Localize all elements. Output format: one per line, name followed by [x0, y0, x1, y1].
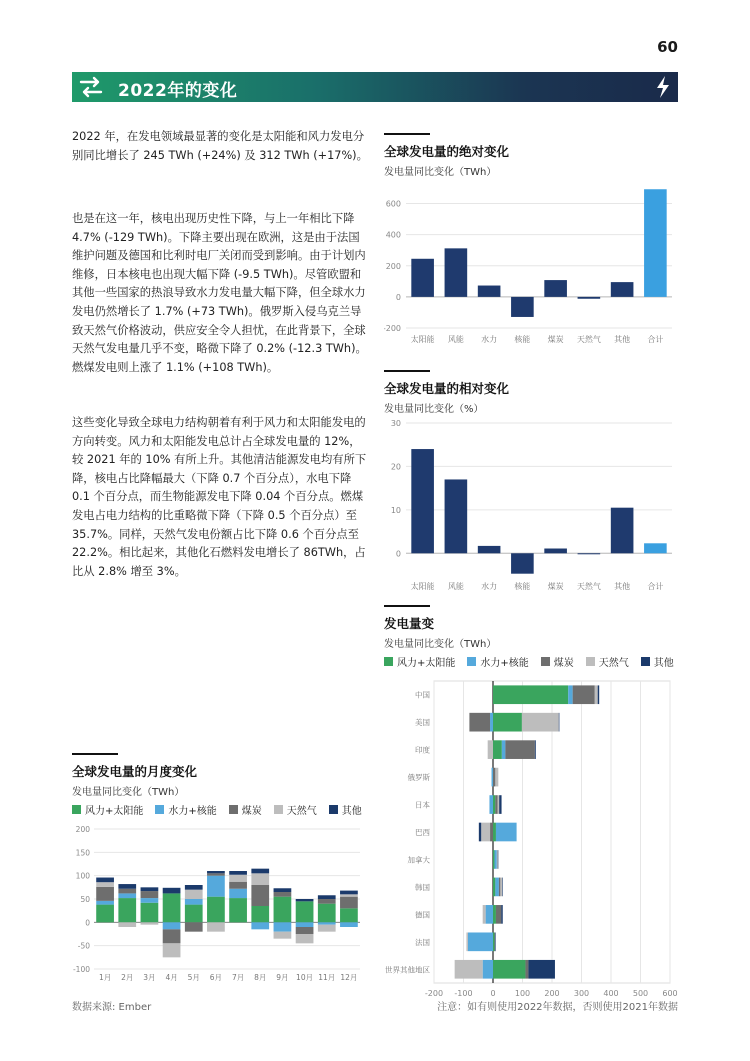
bar-segment [296, 934, 314, 943]
bar-segment [185, 922, 203, 931]
x-tick-label: 8月 [254, 973, 267, 982]
bar-合计 [644, 189, 667, 297]
legend-swatch [329, 805, 338, 814]
relative-change-plot [384, 415, 678, 595]
chart-subtitle: 发电量同比变化（TWh） [384, 167, 497, 178]
legend-swatch [467, 657, 476, 666]
bar-segment [340, 897, 358, 909]
page-number: 60 [657, 38, 678, 56]
x-tick-label: 300 [573, 989, 590, 998]
bar-segment [496, 905, 501, 924]
bar-segment [251, 906, 269, 922]
x-tick-label: 天然气 [576, 335, 601, 344]
bar-segment [296, 927, 314, 934]
x-tick-label: 水力 [481, 335, 498, 344]
bar-segment [296, 901, 314, 922]
x-tick-label: 煤炭 [547, 582, 564, 591]
chart-legend [72, 802, 368, 817]
y-tick-label: 400 [385, 230, 401, 240]
bar-segment [251, 873, 269, 885]
x-tick-label: 4月 [165, 973, 178, 982]
y-tick-label: 0 [395, 292, 401, 302]
bar-segment [493, 878, 495, 897]
chart-subtitle: 发电量同比变化（TWh） [72, 787, 185, 798]
bar-segment [494, 932, 495, 951]
bar-segment [573, 685, 595, 704]
chart-country-change [384, 605, 678, 1007]
bar-segment [274, 892, 292, 897]
x-tick-label: 500 [632, 989, 649, 998]
chart-rule [384, 133, 430, 135]
y-tick-label: 加拿大 [407, 855, 430, 865]
x-tick-label: 6月 [209, 973, 223, 982]
bar-segment [141, 903, 159, 923]
bar-segment [496, 823, 517, 842]
legend-item [467, 654, 528, 669]
y-tick-label: 印度 [415, 745, 430, 755]
bar-segment [229, 871, 247, 875]
y-tick-label: 日本 [415, 800, 430, 810]
bar-segment [488, 740, 493, 759]
legend-item [72, 802, 143, 817]
bar-segment [492, 768, 493, 787]
y-tick-label: 200 [385, 261, 401, 271]
paragraph-1: 2022 年，在发电领域最显著的变化是太阳能和风力发电分别同比增长了 245 TWh (+24%) 及 312 TWh (+17%)。 [72, 130, 368, 162]
y-tick-label: 美国 [415, 718, 430, 728]
bar-segment [318, 895, 336, 899]
legend-swatch [155, 805, 164, 814]
bar-segment [498, 850, 499, 869]
y-tick-label: 德国 [415, 910, 430, 920]
legend-item [586, 654, 629, 669]
bar-segment [502, 740, 506, 759]
x-tick-label: 9月 [276, 973, 289, 982]
bar-segment [493, 932, 494, 951]
bar-segment [486, 905, 493, 924]
bar-segment [118, 889, 136, 894]
section-banner [72, 72, 678, 102]
bar-segment [185, 899, 203, 905]
bar-segment [96, 901, 114, 905]
y-tick-label: 10 [390, 505, 401, 515]
bar-segment [499, 878, 500, 897]
bar-水力 [478, 546, 501, 553]
bar-segment [229, 875, 247, 882]
bar-水力 [478, 286, 501, 297]
bar-segment [96, 878, 114, 883]
chart-title: 发电量变 [384, 616, 435, 631]
bar-太阳能 [411, 449, 434, 553]
bar-segment [598, 685, 599, 704]
legend-label: 煤炭 [241, 806, 262, 817]
y-tick-label: 中国 [415, 690, 430, 700]
chart-absolute-change [384, 133, 678, 352]
bar-segment [493, 740, 502, 759]
bar-segment [493, 960, 525, 979]
bar-segment [493, 768, 495, 787]
y-tick-label: 俄罗斯 [407, 773, 430, 783]
x-tick-label: 11月 [318, 973, 336, 982]
x-tick-label: 核能 [514, 582, 531, 591]
bar-核能 [511, 553, 534, 573]
bar-segment [274, 888, 292, 892]
x-tick-label: 天然气 [576, 582, 601, 591]
y-tick-label: -50 [77, 941, 90, 951]
chart-monthly-change [72, 753, 368, 987]
country-change-plot [384, 677, 678, 1003]
y-tick-label: 0 [85, 918, 90, 928]
chart-legend [384, 654, 678, 669]
x-tick-label: 1月 [98, 973, 112, 982]
bar-segment [163, 943, 181, 957]
bar-segment [163, 922, 181, 929]
bar-segment [495, 795, 497, 814]
bar-segment [318, 925, 336, 932]
bar-segment [274, 922, 292, 931]
legend-label: 煤炭 [553, 658, 574, 669]
legend-label: 天然气 [286, 806, 317, 817]
bar-segment [141, 898, 159, 903]
y-tick-label: -100 [72, 965, 90, 974]
paragraph-2: 也是在这一年，核电出现历史性下降，与上一年相比下降 4.7% (-129 TWh)。下降主要出现在欧洲，这是由于法国维护问题及德国和比利时电厂关闭而受到影响。由于计划内维修，日本核电也出现大幅下降 (-9.5 TWh)。尽管欧盟和其他一些国家的热浪导致水力发电量大幅下降，但全球水力发电仍然增长了 1.7% (+73 TWh)。俄罗斯入侵乌克兰导致天然气价格波动，供应安全令人担忧，在此背景下，全球天然气发电量几乎不变，略微下降了 0.2% (-12.3 TWh)。燃煤发电则上涨了 1.1% (+108 TWh)。 [72, 212, 367, 374]
lightning-bolt-icon [654, 75, 672, 99]
bar-segment [296, 922, 314, 927]
paragraph-3: 这些变化导致全球电力结构朝着有利于风力和太阳能发电的方向转变。风力和太阳能发电总计占全球发电量的 12%，较 2021 年的 10% 有所上升。其他清洁能源发电均有所下降，核电占比降幅最大（下降 0.7 个百分点），水电下降 0.1 个百分点，而生物能源发电下降 0.04 个百分点。燃煤发电占电力结构的比重略微下降（下降 0.5 个百分点）至 35.7%。同样，天然气发电份额占比下降 0.6 个百分点至 22.2%。相比起来，其他化石燃料发电增长了 86TWh，占比从 2.8% 增至 3%。 [72, 416, 367, 578]
y-tick-label: 50 [80, 895, 90, 904]
bar-segment [274, 897, 292, 923]
bar-segment [229, 889, 247, 898]
y-tick-label: 韩国 [415, 882, 430, 892]
legend-label: 水力+核能 [480, 658, 529, 669]
bar-segment [468, 932, 493, 951]
bar-segment [118, 922, 136, 927]
bar-segment [318, 899, 336, 904]
bar-segment [559, 713, 560, 732]
bar-segment [118, 884, 136, 889]
x-tick-label: 合计 [647, 582, 664, 591]
legend-item [641, 654, 674, 669]
y-tick-label: 200 [75, 825, 90, 834]
y-tick-label: 0 [395, 549, 401, 559]
legend-item [155, 802, 216, 817]
bar-segment [340, 922, 358, 927]
legend-item [274, 802, 317, 817]
bar-segment [185, 885, 203, 890]
bar-煤炭 [544, 549, 567, 554]
absolute-change-plot [384, 178, 678, 348]
x-tick-label: 核能 [514, 335, 531, 344]
bar-segment [207, 873, 225, 875]
legend-item [384, 654, 455, 669]
bar-segment [490, 713, 493, 732]
bar-segment [595, 685, 598, 704]
bar-segment [251, 885, 269, 906]
bar-segment [501, 905, 502, 924]
x-tick-label: 12月 [340, 973, 358, 982]
bar-segment [481, 823, 490, 842]
x-tick-label: -200 [424, 989, 444, 998]
y-tick-label: 20 [390, 462, 401, 472]
bar-segment [495, 878, 499, 897]
bar-segment [163, 888, 181, 894]
bar-segment [505, 740, 535, 759]
legend-item [329, 802, 362, 817]
bar-segment [493, 823, 496, 842]
bar-segment [251, 922, 269, 929]
y-tick-label: 30 [390, 419, 401, 428]
y-tick-label: 150 [75, 848, 90, 858]
legend-swatch [72, 805, 81, 814]
bar-风能 [445, 248, 468, 297]
bar-天然气 [578, 553, 601, 554]
x-tick-label: 200 [544, 989, 560, 998]
bar-segment [466, 932, 467, 951]
x-tick-label: 7月 [231, 973, 245, 982]
legend-swatch [586, 657, 595, 666]
bar-segment [207, 871, 225, 873]
monthly-change-plot [72, 823, 368, 983]
bar-segment [502, 878, 503, 897]
x-tick-label: 5月 [187, 973, 200, 982]
y-tick-label: 巴西 [415, 828, 430, 837]
chart-relative-change [384, 370, 678, 599]
bar-segment [493, 850, 494, 869]
bar-segment [141, 887, 159, 891]
chart-rule [384, 605, 430, 607]
chart-rule [72, 753, 118, 755]
bar-segment [118, 898, 136, 922]
bar-segment [207, 922, 225, 931]
bar-segment [340, 894, 358, 896]
x-tick-label: 600 [662, 989, 678, 998]
x-tick-label: 其他 [614, 582, 631, 591]
y-tick-label: 世界其他地区 [385, 965, 430, 975]
bar-segment [493, 905, 496, 924]
bar-segment [455, 960, 483, 979]
bar-segment [185, 905, 203, 923]
legend-item [229, 802, 262, 817]
bar-segment [274, 932, 292, 939]
bar-segment [251, 869, 269, 874]
bar-其他 [611, 282, 634, 297]
bar-天然气 [578, 297, 601, 299]
legend-label: 水力+核能 [168, 806, 217, 817]
bar-煤炭 [544, 280, 567, 297]
bar-segment [494, 850, 496, 869]
bar-segment [163, 893, 181, 922]
data-source: 数据来源: Ember [72, 1002, 152, 1013]
swap-arrows-icon [78, 76, 104, 98]
bar-segment [525, 960, 528, 979]
bar-segment [118, 893, 136, 898]
bar-segment [318, 922, 336, 924]
y-tick-label: -200 [384, 324, 401, 333]
chart-subtitle: 发电量同比变化（%） [384, 404, 484, 415]
bar-segment [500, 878, 502, 897]
bar-合计 [644, 543, 667, 553]
x-tick-label: -100 [454, 989, 473, 998]
bar-segment [340, 908, 358, 922]
bar-segment [483, 905, 486, 924]
bar-其他 [611, 508, 634, 554]
legend-swatch [229, 805, 238, 814]
x-tick-label: 400 [603, 989, 619, 998]
legend-swatch [274, 805, 283, 814]
bar-segment [535, 740, 536, 759]
bar-segment [522, 713, 559, 732]
bar-segment [490, 823, 493, 842]
footnote: 注意：如有则使用2022年数据，否则使用2021年数据 [437, 1002, 678, 1013]
y-tick-label: 100 [75, 871, 90, 881]
x-tick-label: 太阳能 [410, 582, 435, 591]
bar-segment [493, 795, 495, 814]
bar-segment [163, 929, 181, 943]
x-tick-label: 3月 [143, 973, 156, 982]
x-tick-label: 水力 [481, 582, 498, 591]
chart-subtitle: 发电量同比变化（TWh） [384, 639, 497, 650]
legend-label: 其他 [341, 806, 362, 817]
chart-title: 全球发电量的月度变化 [72, 764, 198, 779]
legend-swatch [384, 657, 393, 666]
legend-item [541, 654, 574, 669]
x-tick-label: 风能 [447, 582, 464, 591]
x-tick-label: 太阳能 [410, 335, 435, 344]
bar-segment [489, 795, 493, 814]
bar-segment [340, 891, 358, 895]
x-tick-label: 10月 [296, 973, 314, 982]
x-tick-label: 煤炭 [547, 335, 564, 344]
bar-segment [492, 850, 493, 869]
bar-segment [296, 899, 314, 901]
legend-label: 风力+太阳能 [85, 806, 144, 817]
bar-segment [229, 882, 247, 889]
bar-segment [497, 850, 498, 869]
bar-segment [207, 876, 225, 897]
bar-segment [141, 922, 159, 924]
x-tick-label: 0 [490, 989, 496, 998]
x-tick-label: 风能 [447, 335, 464, 344]
bar-segment [479, 823, 481, 842]
legend-label: 天然气 [598, 658, 629, 669]
y-tick-label: 法国 [415, 937, 430, 947]
bar-太阳能 [411, 259, 434, 297]
section-title: 2022年的变化 [118, 81, 238, 101]
x-tick-label: 100 [514, 989, 531, 998]
legend-swatch [541, 657, 550, 666]
bar-segment [493, 685, 568, 704]
chart-title: 全球发电量的绝对变化 [384, 144, 510, 159]
x-tick-label: 2月 [121, 973, 134, 982]
chart-rule [384, 370, 430, 372]
bar-风能 [445, 479, 468, 553]
bar-segment [318, 904, 336, 923]
bar-segment [493, 713, 522, 732]
bar-segment [141, 891, 159, 898]
bar-segment [96, 887, 114, 901]
bar-segment [483, 960, 493, 979]
x-tick-label: 合计 [647, 335, 664, 344]
bar-segment [469, 713, 490, 732]
bar-segment [229, 898, 247, 922]
chart-title: 全球发电量的相对变化 [384, 381, 510, 396]
bar-segment [495, 932, 496, 951]
bar-segment [96, 905, 114, 923]
bar-segment [495, 768, 498, 787]
bar-segment [96, 882, 114, 887]
y-tick-label: 600 [385, 199, 401, 209]
bar-segment [498, 795, 499, 814]
legend-label: 风力+太阳能 [397, 658, 456, 669]
x-tick-label: 其他 [614, 335, 631, 344]
bar-segment [568, 685, 572, 704]
bar-segment [207, 897, 225, 923]
legend-swatch [641, 657, 650, 666]
legend-label: 其他 [653, 658, 674, 669]
bar-segment [499, 795, 501, 814]
bar-segment [528, 960, 555, 979]
bar-核能 [511, 297, 534, 317]
bar-segment [185, 890, 203, 899]
